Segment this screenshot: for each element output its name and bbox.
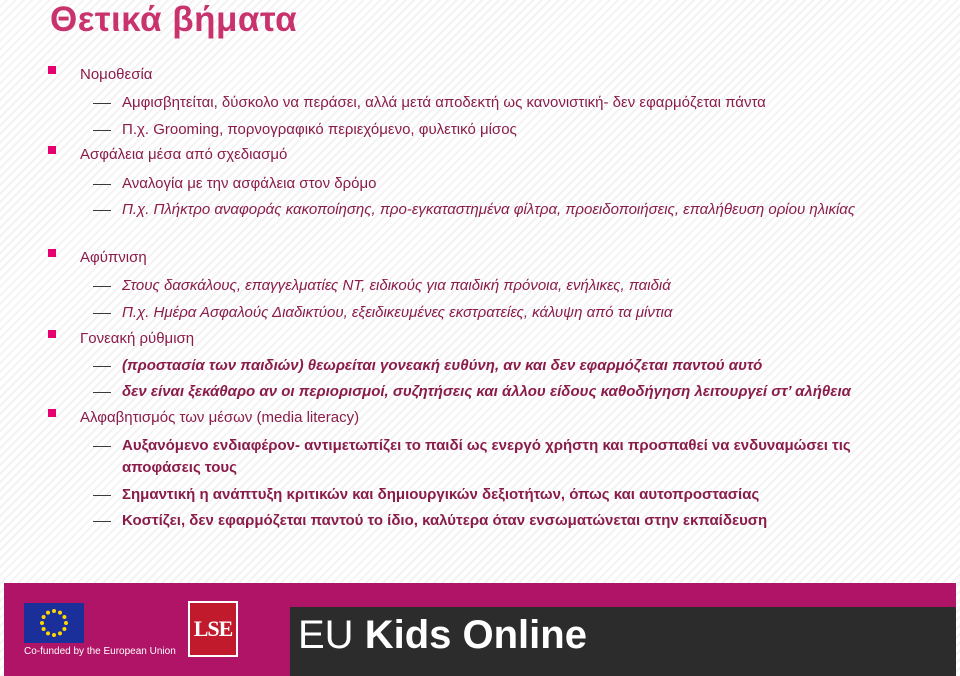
bullet-square-icon	[48, 330, 56, 338]
list-item: Π.χ. Grooming, πορνογραφικό περιεχόμενο, φυλετικό μίσος	[122, 121, 517, 138]
eu-flag-icon	[24, 603, 84, 643]
brand-kids-online: Kids Online	[364, 613, 587, 657]
list-item: Σημαντική η ανάπτυξη κριτικών και δημιουργικών δεξιοτήτων, όπως και αυτοπροστασίας	[122, 486, 760, 503]
slide-title: Θετικά βήματα	[50, 0, 298, 39]
list-item: Στους δασκάλους, επαγγελματίες ΝΤ, ειδικούς για παιδική πρόνοια, ενήλικες, παιδιά	[122, 277, 671, 294]
eu-kids-online-logo	[298, 613, 587, 658]
list-item: δεν είναι ξεκάθαρο αν οι περιορισμοί, συζητήσεις και άλλου είδους καθοδήγηση λειτουργεί στ’ αλήθεια	[122, 383, 851, 400]
list-item: Αυξανόμενο ενδιαφέρον- αντιμετωπίζει το παιδί ως ενεργό χρήστη και προσπαθεί να ενδυναμώσει τις αποφάσεις τους	[122, 437, 851, 476]
eu-caption: Co-funded by the European Union	[24, 646, 176, 657]
dash-icon	[93, 130, 111, 131]
dash-icon	[93, 495, 111, 496]
dash-icon	[93, 184, 111, 185]
list-item: Π.χ. Πλήκτρο αναφοράς κακοποίησης, προ-εγκαταστημένα φίλτρα, προειδοποιήσεις, επαλήθευση ορίου ηλικίας	[122, 201, 856, 218]
footer-banner	[4, 583, 956, 676]
dash-icon	[93, 392, 111, 393]
list-item: Π.χ. Ημέρα Ασφαλούς Διαδικτύου, εξειδικευμένες εκστρατείες, κάλυψη από τα μίντια	[122, 304, 673, 321]
bullet-square-icon	[48, 409, 56, 417]
dash-icon	[93, 313, 111, 314]
bullet-square-icon	[48, 249, 56, 257]
section-heading: Γονεακή ρύθμιση	[80, 330, 195, 347]
bullet-square-icon	[48, 146, 56, 154]
dash-icon	[93, 366, 111, 367]
eu-logo	[4, 583, 174, 676]
list-item: Κοστίζει, δεν εφαρμόζεται παντού το ίδιο, καλύτερα όταν ενσωματώνεται στην εκπαίδευση	[122, 512, 768, 529]
bullet-square-icon	[48, 66, 56, 74]
section-heading: Ασφάλεια μέσα από σχεδιασμό	[80, 146, 288, 163]
list-item: Αναλογία με την ασφάλεια στον δρόμο	[122, 175, 377, 192]
dash-icon	[93, 446, 111, 447]
list-item: Αμφισβητείται, δύσκολο να περάσει, αλλά μετά αποδεκτή ως κανονιστική- δεν εφαρμόζεται πάντα	[122, 94, 766, 111]
section-heading: Αλφαβητισμός των μέσων (media literacy)	[80, 409, 360, 426]
brand-eu: EU	[298, 613, 354, 657]
eu-kids-online-panel	[290, 607, 956, 676]
dash-icon	[93, 521, 111, 522]
lse-logo: LSE	[188, 601, 238, 657]
dash-icon	[93, 103, 111, 104]
dash-icon	[93, 286, 111, 287]
list-item: (προστασία των παιδιών) θεωρείται γονεακή ευθύνη, αν και δεν εφαρμόζεται παντού αυτό	[122, 357, 763, 374]
dash-icon	[93, 210, 111, 211]
section-heading: Νομοθεσία	[80, 66, 153, 83]
section-heading: Αφύπνιση	[80, 249, 147, 266]
